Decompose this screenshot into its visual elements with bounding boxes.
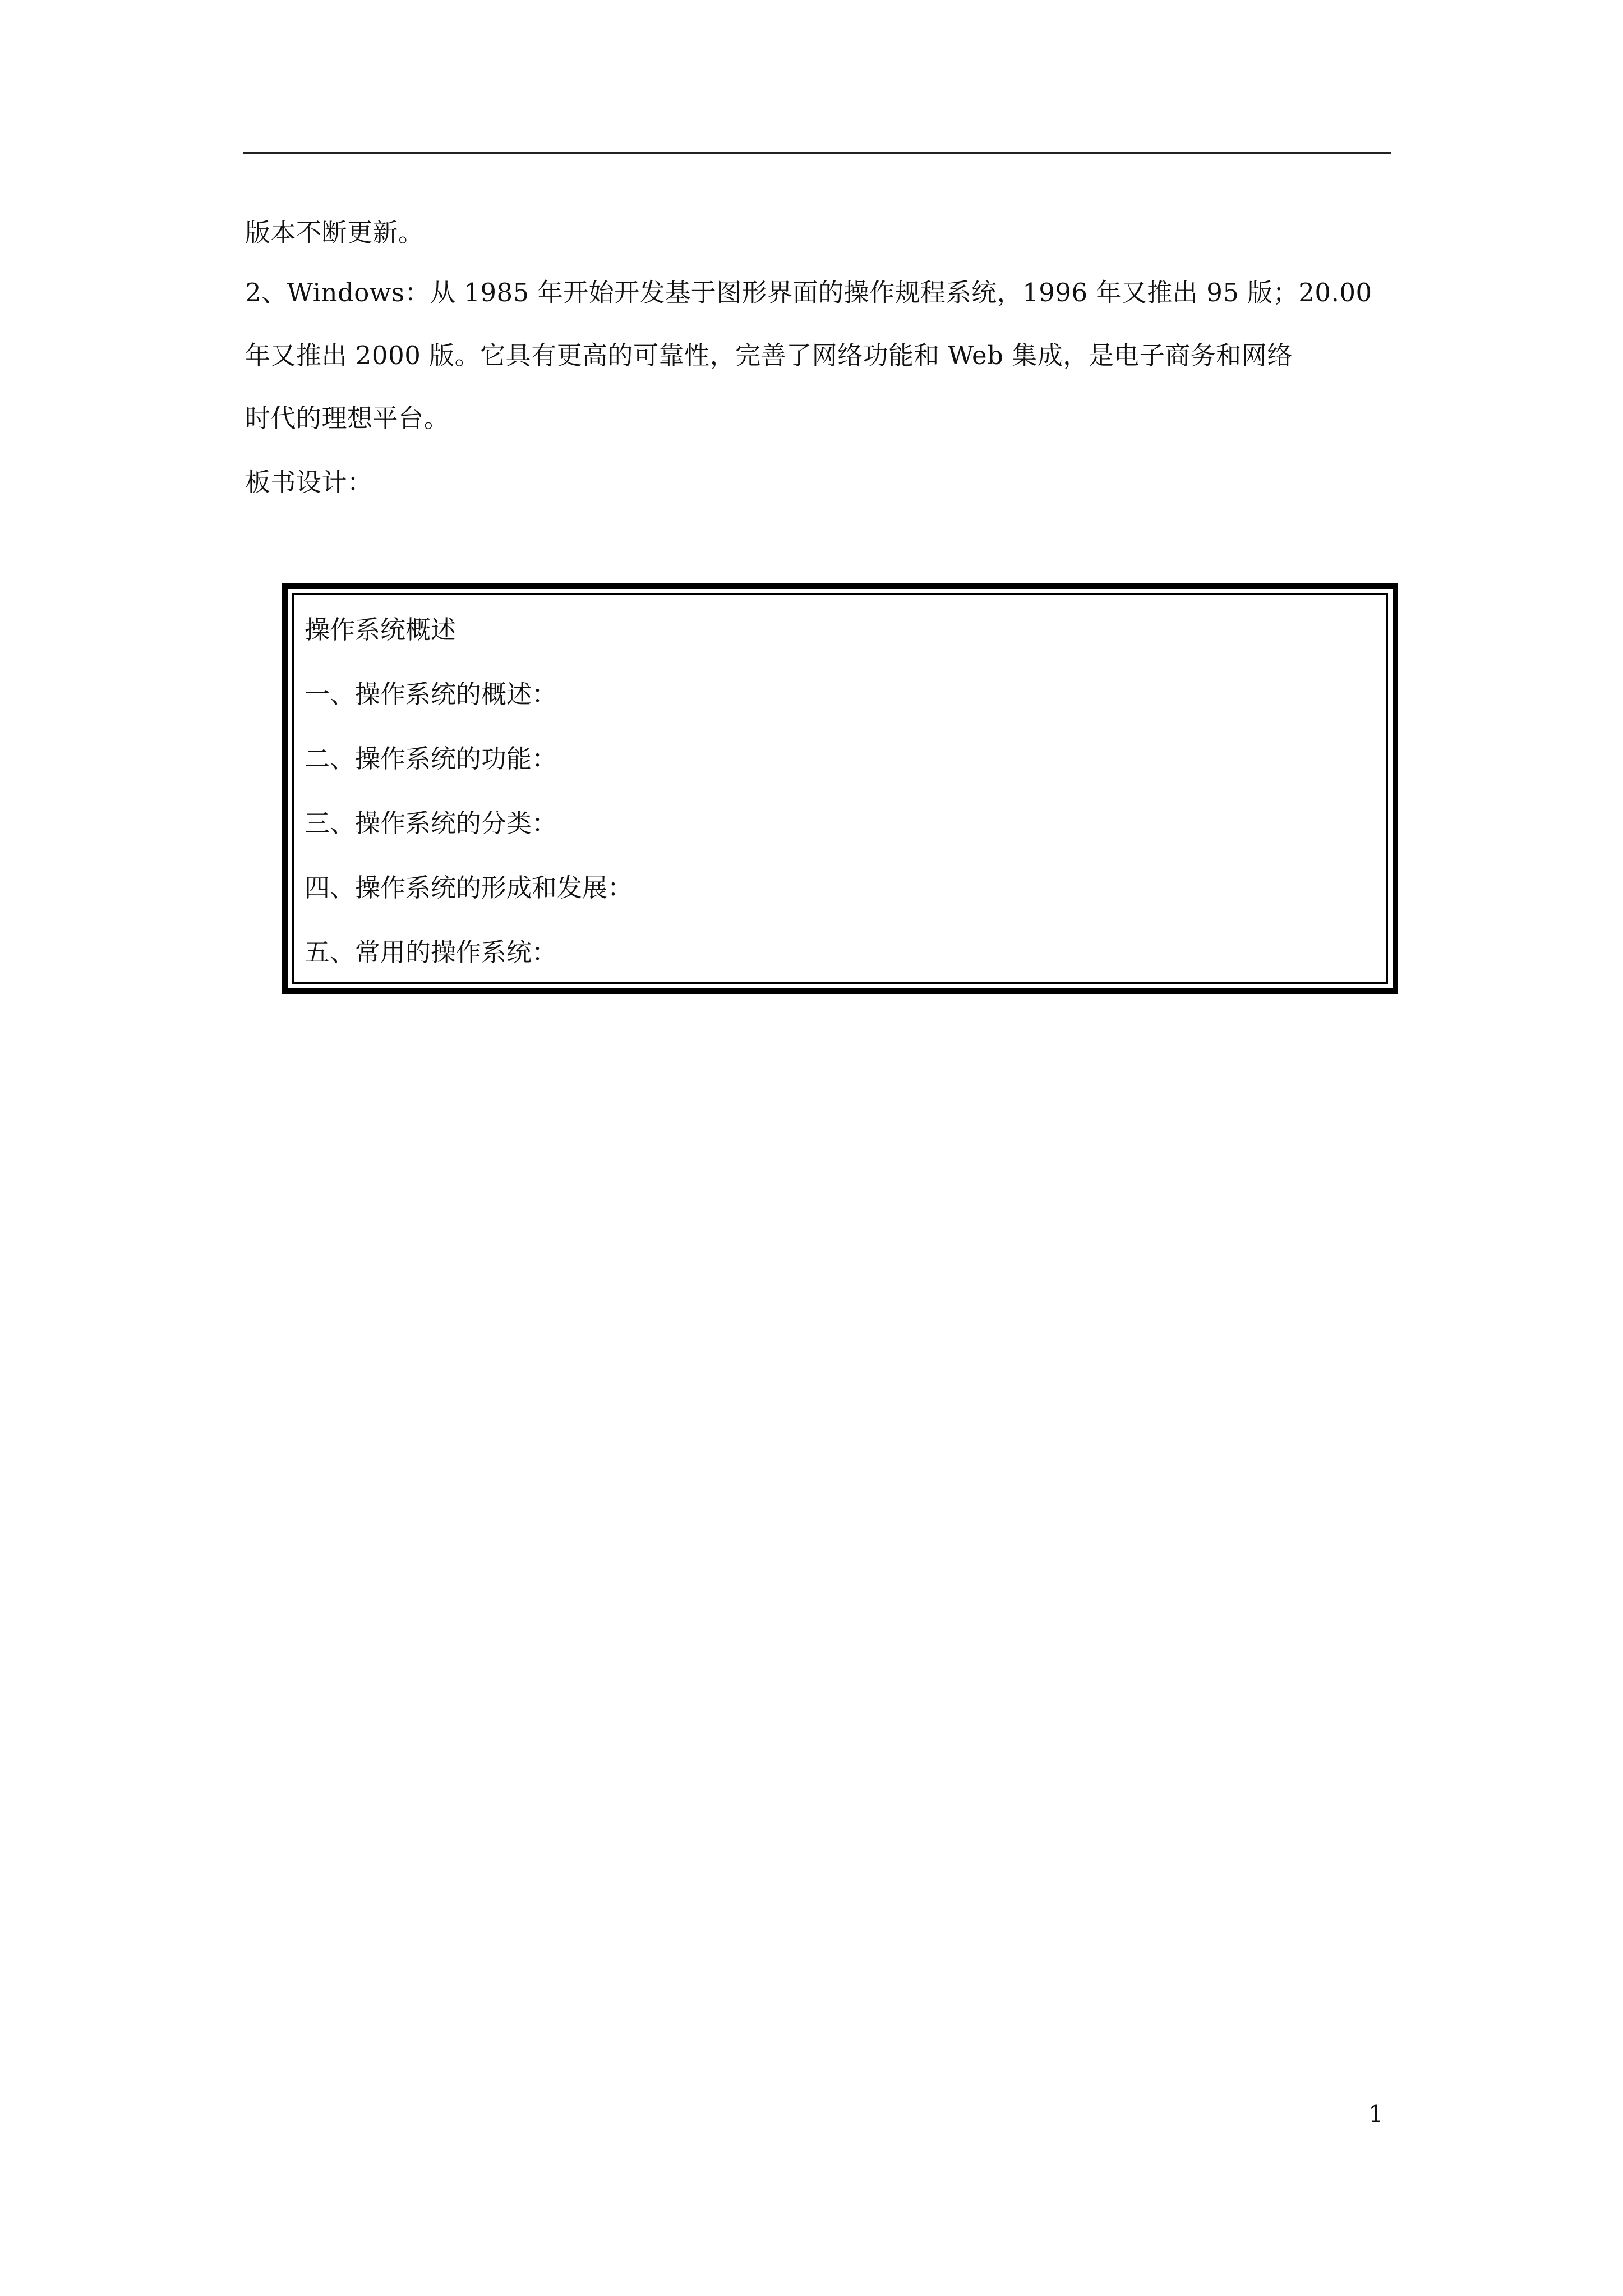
board-item-1: 一、操作系统的概述： (305, 679, 557, 709)
board-item-5: 五、常用的操作系统： (305, 937, 557, 967)
header-rule (243, 152, 1391, 154)
board-item-4: 四、操作系统的形成和发展： (305, 873, 633, 903)
board-design-heading: 板书设计： (245, 467, 373, 497)
board-title: 操作系统概述 (305, 615, 457, 645)
board-design-content (305, 613, 633, 1000)
board-item-3: 三、操作系统的分类： (305, 808, 557, 838)
board-item-2: 二、操作系统的功能： (305, 744, 557, 774)
paragraph-windows (245, 276, 1395, 464)
paragraph-windows-line-1: 2、Windows：从 1985 年开始开发基于图形界面的操作规程系统，1996 年又推出 95 版；20.00 (245, 278, 1372, 307)
paragraph-version-update: 版本不断更新。 (245, 218, 424, 247)
page-number: 1 (1368, 2100, 1384, 2128)
paragraph-windows-line-3: 时代的理想平台。 (245, 403, 450, 433)
board-design-box (282, 583, 1398, 994)
paragraph-windows-line-2: 年又推出 2000 版。它具有更高的可靠性，完善了网络功能和 Web 集成，是电子商务和网络 (245, 341, 1293, 370)
